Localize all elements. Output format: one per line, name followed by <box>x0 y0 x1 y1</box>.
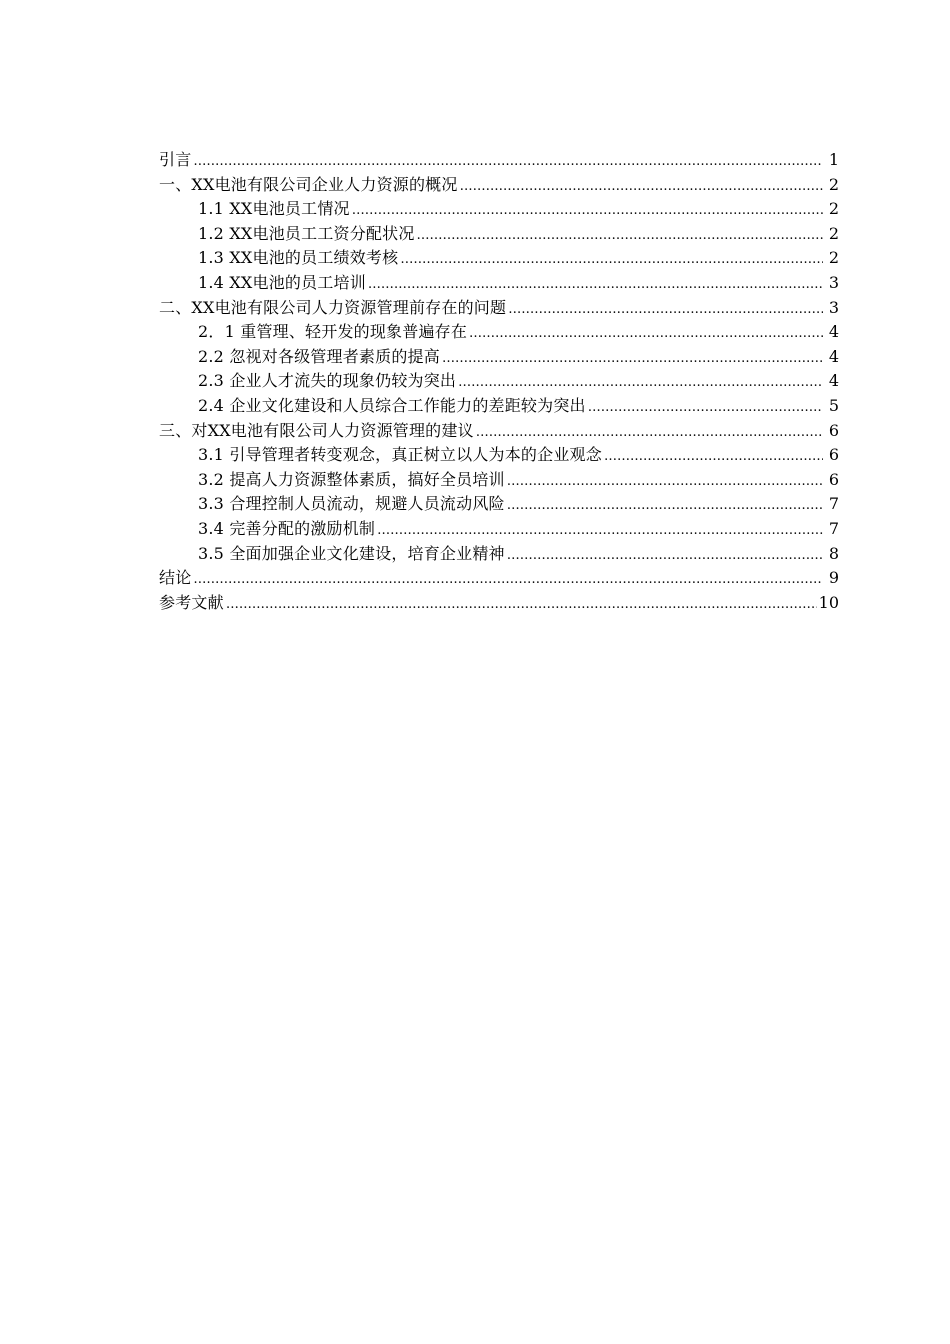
toc-dot-leader <box>507 492 823 519</box>
toc-entry-section-2-3[interactable] <box>159 369 839 394</box>
toc-page-number: 6 <box>828 445 839 465</box>
toc-entry-section-3-2[interactable] <box>159 468 839 493</box>
toc-entry-section-1-2[interactable] <box>159 222 839 247</box>
toc-entry-title: 3.3 合理控制人员流动，规避人员流动风险 <box>198 494 505 514</box>
toc-entry-chapter-1[interactable] <box>159 173 839 198</box>
toc-entry-title: 2．1 重管理、轻开发的现象普遍存在 <box>198 322 468 342</box>
toc-dot-leader <box>400 246 823 273</box>
toc-entry-title: 3.1 引导管理者转变观念，真正树立以人为本的企业观念 <box>198 445 602 465</box>
toc-dot-leader <box>476 419 823 446</box>
toc-entry-section-2-2[interactable] <box>159 345 839 370</box>
toc-dot-leader <box>226 591 817 618</box>
toc-page-number: 4 <box>828 346 839 366</box>
toc-dot-leader <box>442 345 823 372</box>
toc-entry-section-3-3[interactable] <box>159 492 839 517</box>
toc-entry-section-1-1[interactable] <box>159 197 839 222</box>
toc-entry-title: 2.3 企业人才流失的现象仍较为突出 <box>198 371 457 391</box>
toc-page-number: 7 <box>828 518 839 538</box>
toc-dot-leader <box>507 468 823 495</box>
toc-dot-leader <box>368 271 823 298</box>
toc-dot-leader <box>604 443 823 470</box>
toc-entry-title: 1.3 XX电池的员工绩效考核 <box>198 248 399 268</box>
toc-entry-title: 一、XX电池有限公司企业人力资源的概况 <box>159 174 458 194</box>
toc-page-number: 4 <box>828 371 839 391</box>
toc-dot-leader <box>352 197 823 224</box>
toc-page-number: 10 <box>818 592 839 612</box>
toc-entry-chapter-3[interactable] <box>159 419 839 444</box>
toc-dot-leader <box>469 320 823 347</box>
toc-entry-title: 2.4 企业文化建设和人员综合工作能力的差距较为突出 <box>198 395 586 415</box>
toc-dot-leader <box>193 566 823 593</box>
toc-entry-section-1-3[interactable] <box>159 246 839 271</box>
toc-dot-leader <box>417 222 823 249</box>
toc-entry-section-3-1[interactable] <box>159 443 839 468</box>
toc-page-number: 2 <box>828 248 839 268</box>
toc-page-number: 3 <box>828 297 839 317</box>
toc-dot-leader <box>588 394 823 421</box>
toc-page-number: 1 <box>828 150 839 169</box>
toc-dot-leader <box>458 369 823 396</box>
toc-entry-title: 二、XX电池有限公司人力资源管理前存在的问题 <box>159 297 507 317</box>
toc-page-number: 3 <box>828 272 839 292</box>
toc-entry-conclusion[interactable] <box>159 566 839 591</box>
toc-page-number: 4 <box>828 322 839 342</box>
toc-page-number: 2 <box>828 223 839 243</box>
toc-page-number: 2 <box>828 174 839 194</box>
toc-entry-references[interactable] <box>159 591 839 616</box>
toc-entry-section-1-4[interactable] <box>159 271 839 296</box>
table-of-contents <box>159 148 839 615</box>
toc-entry-title: 1.4 XX电池的员工培训 <box>198 272 366 292</box>
toc-dot-leader <box>460 173 823 200</box>
toc-entry-title: 结论 <box>159 568 192 588</box>
toc-entry-title: 3.2 提高人力资源整体素质，搞好全员培训 <box>198 469 505 489</box>
toc-page-number: 2 <box>828 199 839 219</box>
toc-dot-leader <box>193 148 823 175</box>
toc-entry-title: 3.4 完善分配的激励机制 <box>198 518 376 538</box>
toc-entry-introduction[interactable] <box>159 148 839 173</box>
toc-dot-leader <box>508 296 823 323</box>
toc-entry-title: 三、对XX电池有限公司人力资源管理的建议 <box>159 420 474 440</box>
toc-dot-leader <box>377 517 823 544</box>
toc-entry-title: 2.2 忽视对各级管理者素质的提高 <box>198 346 440 366</box>
toc-page-number: 6 <box>828 420 839 440</box>
toc-page-number: 9 <box>828 568 839 588</box>
toc-entry-title: 引言 <box>159 150 192 169</box>
toc-entry-title: 1.2 XX电池员工工资分配状况 <box>198 223 415 243</box>
toc-entry-section-2-1[interactable] <box>159 320 839 345</box>
toc-entry-section-3-4[interactable] <box>159 517 839 542</box>
toc-page-number: 8 <box>828 543 839 563</box>
toc-entry-title: 参考文献 <box>159 592 224 612</box>
toc-dot-leader <box>507 542 823 569</box>
toc-page-number: 7 <box>828 494 839 514</box>
toc-entry-title: 1.1 XX电池员工情况 <box>198 199 350 219</box>
toc-page-number: 5 <box>828 395 839 415</box>
toc-entry-section-3-5[interactable] <box>159 542 839 567</box>
toc-entry-chapter-2[interactable] <box>159 296 839 321</box>
toc-entry-title: 3.5 全面加强企业文化建设，培育企业精神 <box>198 543 505 563</box>
toc-entry-section-2-4[interactable] <box>159 394 839 419</box>
toc-page-number: 6 <box>828 469 839 489</box>
